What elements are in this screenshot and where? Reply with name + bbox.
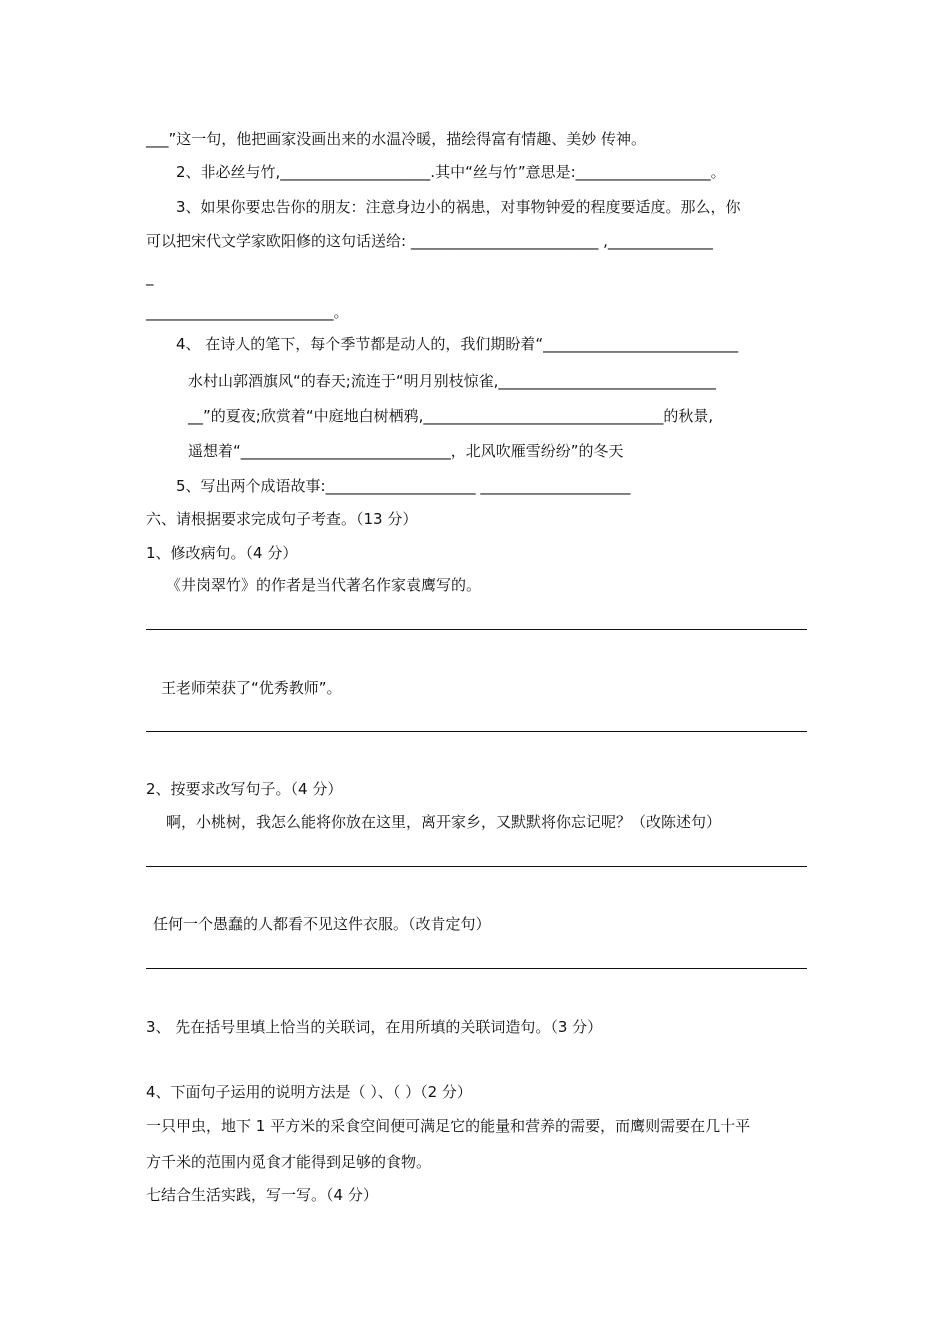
question-4-explanation-methods: 4、下面句子运用的说明方法是（ ）、（ ）（2 分） — [146, 1083, 472, 1101]
question-4-summer-autumn: __”的夏夜;欣赏着“中庭地白树栖鸦,________________________________的秋景, — [188, 407, 714, 425]
section-7-heading: 七结合生活实践，写一写。（4 分） — [146, 1186, 378, 1204]
question-3-text: 3、如果你要忠告你的朋友：注意身边小的祸患，对事物钟爱的程度要适度。那么，你 — [176, 198, 741, 216]
question-3-fill-blank: 可以把宋代文学家欧阳修的这句话送给: _________________________ ,______________ — [146, 232, 713, 250]
text-line: ___”这一句，他把画家没画出来的水温冷暖，描绘得富有情趣、美妙 传神。 — [146, 130, 647, 148]
answer-line — [146, 629, 807, 630]
passage-line: 一只甲虫，地下 1 平方米的采食空间便可满足它的能量和营养的需要，而鹰则需要在几十平 — [146, 1117, 751, 1135]
text-line: _ — [146, 268, 154, 286]
section-6-heading: 六、请根据要求完成句子考查。（13 分） — [146, 510, 418, 528]
question-4-text: 4、 在诗人的笔下，每个季节都是动人的，我们期盼着“__________________________ — [176, 335, 739, 353]
answer-line — [146, 866, 807, 867]
question-5-idioms: 5、写出两个成语故事:____________________ ____________________ — [176, 477, 631, 495]
faulty-sentence-2: 王老师荣获了“优秀教师”。 — [161, 679, 342, 697]
rewrite-sentence-2: 任何一个愚蠢的人都看不见这件衣服。（改肯定句） — [153, 915, 491, 933]
question-3-fill-blank-cont: _________________________。 — [146, 303, 349, 321]
answer-line — [146, 731, 807, 732]
faulty-sentence-1: 《井岗翠竹》的作者是当代著名作家袁鹰写的。 — [166, 576, 482, 594]
rewrite-sentence-1: 啊，小桃树，我怎么能将你放在这里，离开家乡，又默默将你忘记呢？（改陈述句） — [166, 813, 722, 831]
answer-line — [146, 968, 807, 969]
passage-line: 方千米的范围内觅食才能得到足够的食物。 — [146, 1153, 432, 1171]
question-1-heading: 1、修改病句。（4 分） — [146, 544, 298, 562]
question-3-connectives: 3、 先在括号里填上恰当的关联词，在用所填的关联词造句。（3 分） — [146, 1018, 603, 1036]
question-4-winter: 遥想着“____________________________，北风吹雁雪纷纷”的冬天 — [188, 442, 624, 460]
question-2-heading: 2、按要求改写句子。（4 分） — [146, 780, 343, 798]
question-4-spring: 水村山郭酒旗风“的春天;流连于“明月别枝惊雀,_____________________________ — [188, 372, 716, 390]
question-2-fill-blank: 2、非必丝与竹,____________________.其中“丝与竹”意思是:__________________。 — [176, 163, 726, 181]
